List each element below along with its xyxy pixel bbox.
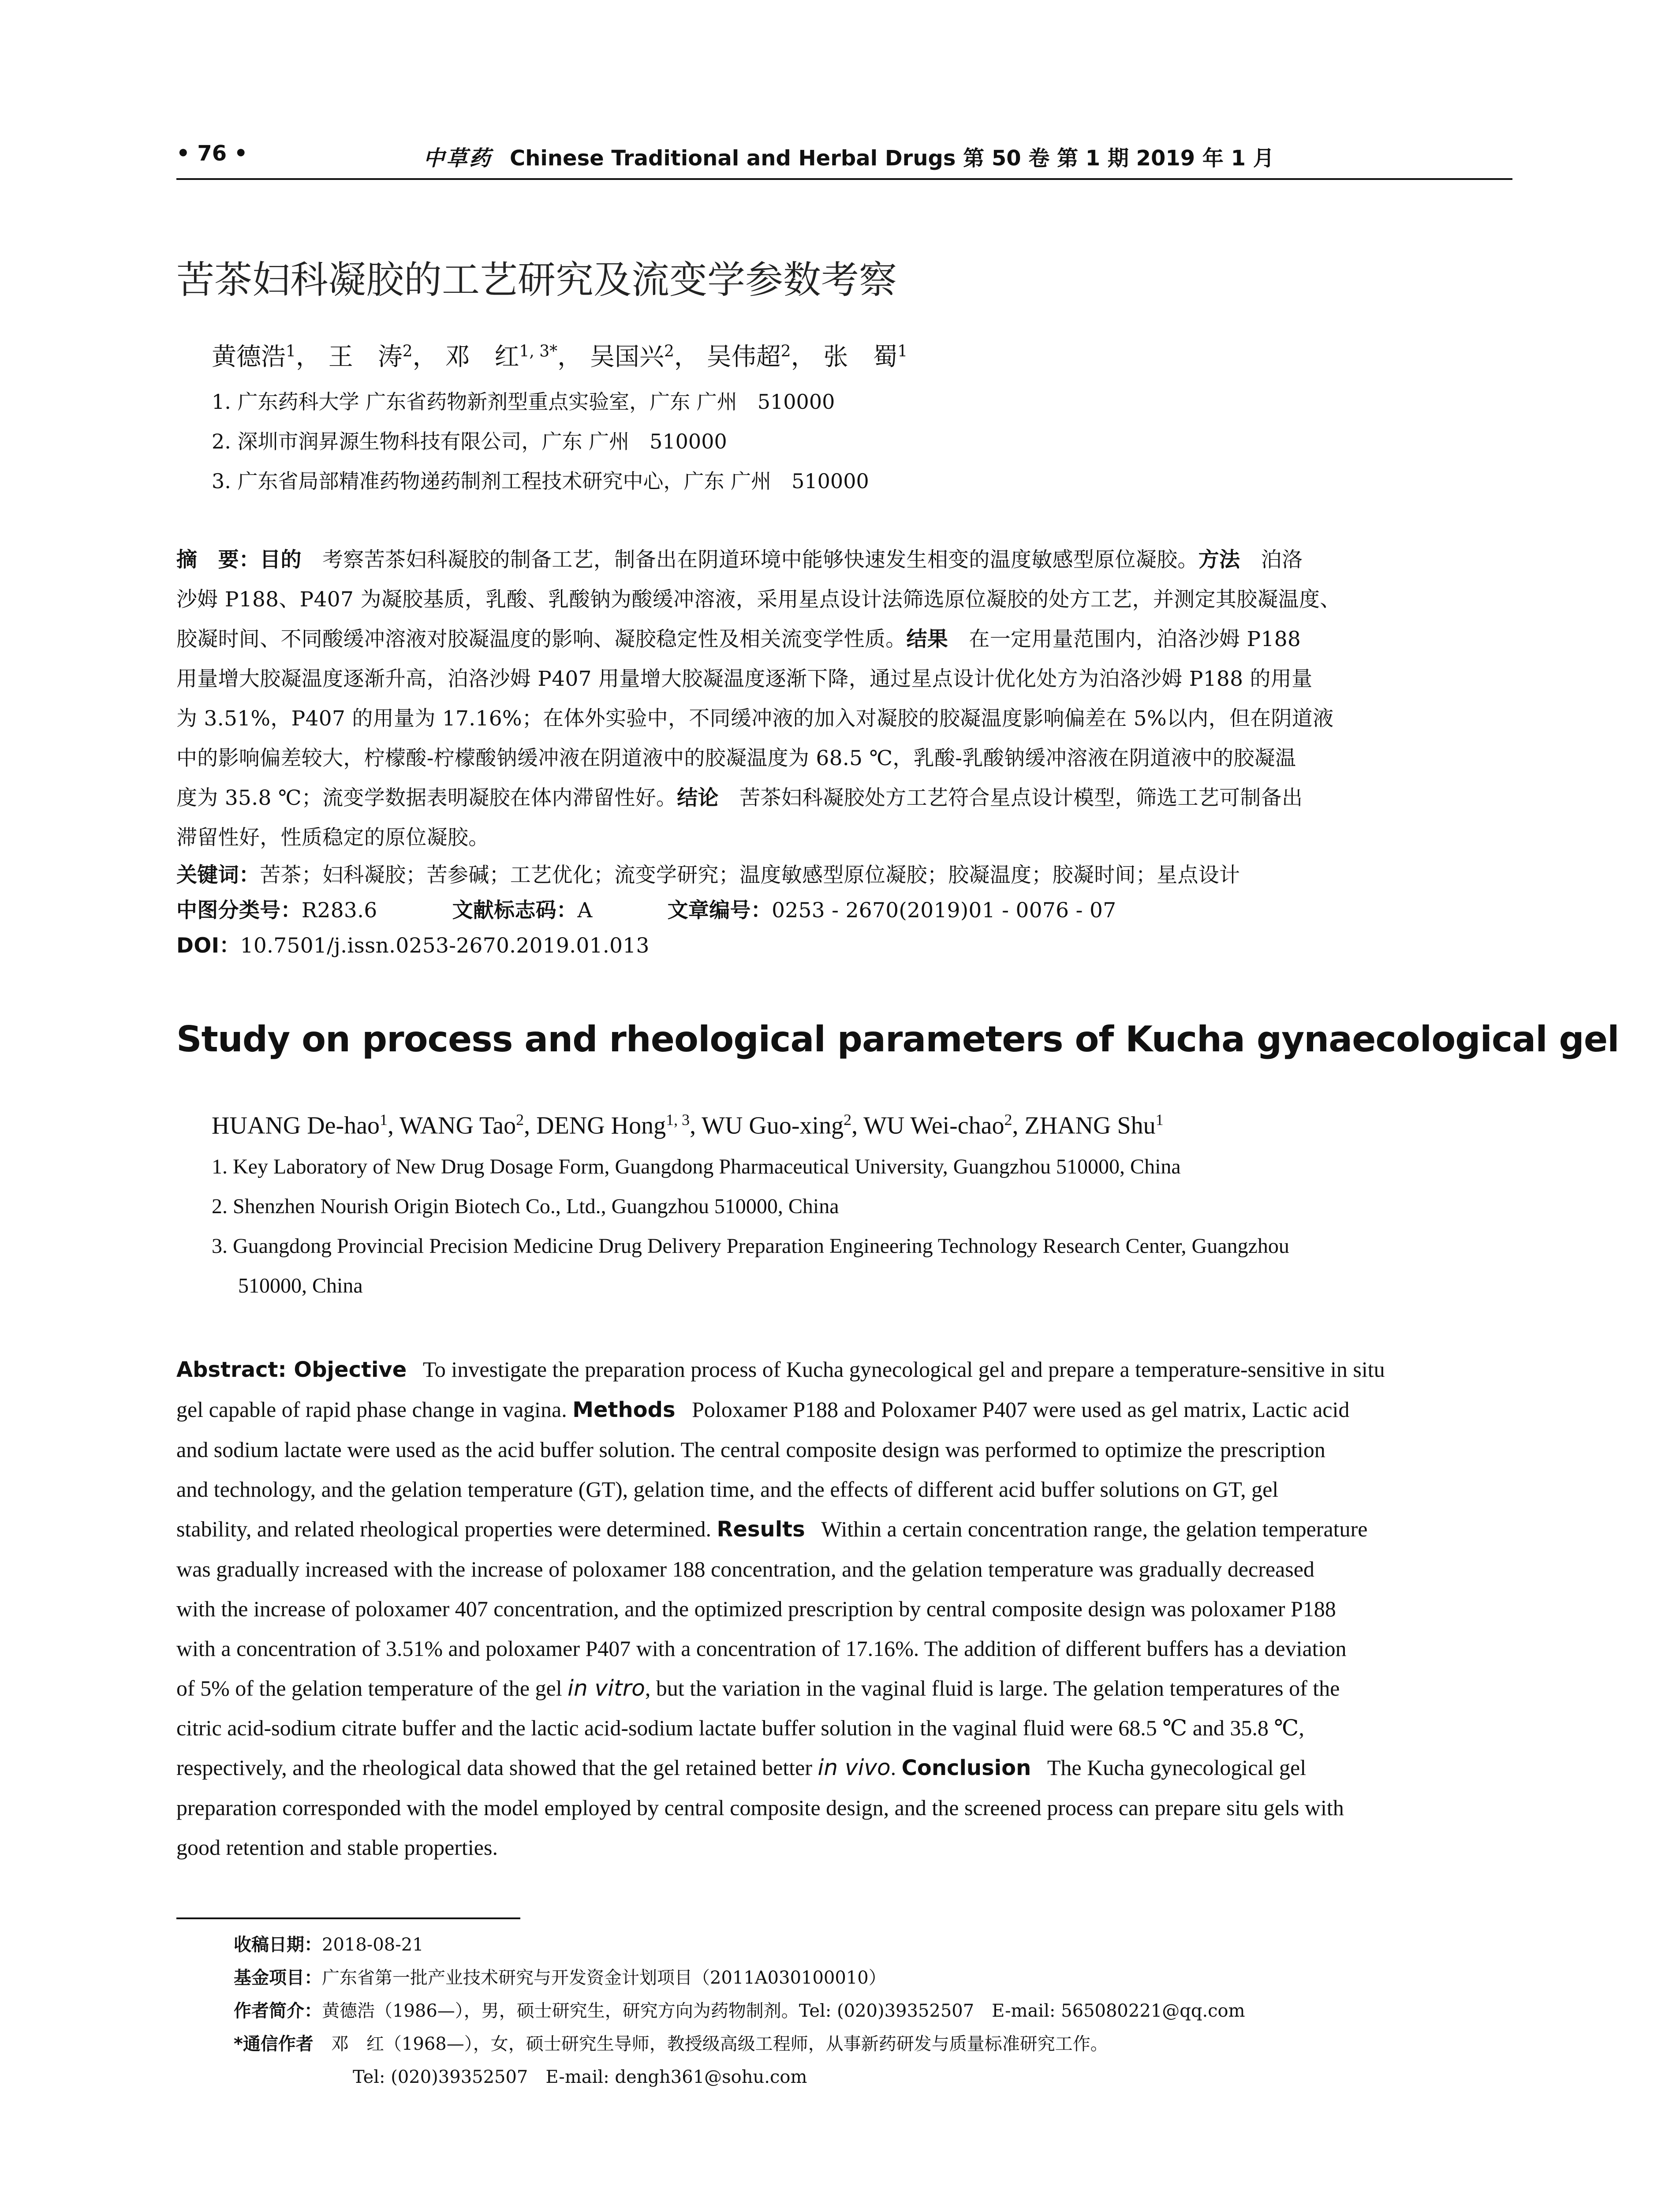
author-name: WU Wei-chao	[863, 1112, 1004, 1140]
abstract-line: and sodium lactate were used as the acid buffer solution. The central composite design was performed to optimize the prescription	[176, 1437, 1325, 1462]
chinese-affiliation: 1. 广东药科大学 广东省药物新剂型重点实验室，广东 广州 510000	[212, 390, 835, 414]
footnote-fund	[234, 1964, 886, 1989]
conclusion-text: 苦茶妇科凝胶处方工艺符合星点设计模型，筛选工艺可制备出	[739, 786, 1303, 810]
author-name: 邓 红	[445, 343, 519, 371]
chinese-affiliation: 2. 深圳市润昇源生物科技有限公司，广东 广州 510000	[212, 430, 727, 453]
author-name: 王 涛	[328, 343, 403, 371]
footnote-received	[234, 1931, 424, 1956]
abstract-line: citric acid-sodium citrate buffer and the lactic acid-sodium lactate buffer solution in the vaginal fluid were 68.5 ℃ and 35.8 ℃,	[176, 1715, 1304, 1740]
abstract-line: was gradually increased with the increase of poloxamer 188 concentration, and the gelation temperature was gradually decreased	[176, 1557, 1314, 1581]
author-name: 黄德浩	[212, 343, 286, 371]
abstract-text: gel capable of rapid phase change in vagina.	[176, 1397, 567, 1422]
abstract-line	[176, 620, 1512, 659]
author-affiliation-mark: 2	[1004, 1111, 1012, 1129]
abstract-text: Within a certain concentration range, the gelation temperature	[821, 1517, 1368, 1541]
methods-label: Methods	[572, 1398, 676, 1422]
article-number-label: 文章编号：	[667, 898, 772, 923]
author-affiliation-mark: 1	[286, 342, 296, 361]
methods-text: 胶凝时间、不同酸缓冲溶液对胶凝温度的影响、凝胶稳定性及相关流变学性质。	[176, 627, 907, 651]
abstract-line: with a concentration of 3.51% and poloxamer P407 with a concentration of 17.16%. The addition of different buffers has a deviation	[176, 1636, 1347, 1661]
abstract-line	[176, 1390, 1512, 1430]
english-authors: HUANG De-hao$^1$, WANG Tao$^2$, DENG Hong$^{1, 3}$, WU Guo-xing$^2$, WU Wei-chao$^2$, ZHANG Shu$^1$	[212, 1111, 1164, 1140]
english-affiliation: 510000, China	[238, 1274, 363, 1297]
author-affiliation-mark: 2	[402, 342, 413, 361]
footnote-text: 广东省第一批产业技术研究与开发资金计划项目（2011A030100010）	[322, 1968, 886, 1988]
abstract-text: , but the variation in the vaginal fluid is large. The gelation temperatures of the	[645, 1676, 1340, 1700]
english-affiliation: 3. Guangdong Provincial Precision Medicine Drug Delivery Preparation Engineering Technology Research Center, Guangzhou	[212, 1234, 1289, 1258]
author-affiliation-mark: 1	[897, 342, 908, 361]
footnote-label: *通信作者	[234, 2034, 314, 2054]
abstract-objective-label: Abstract: Objective	[176, 1357, 407, 1382]
author-name: 吴伟超	[706, 343, 781, 371]
conclusion-label: 结论	[677, 786, 719, 810]
abstract-line: with the increase of poloxamer 407 concentration, and the optimized prescription by central composite design was poloxamer P188	[176, 1596, 1336, 1621]
abstract-label: 摘 要：	[176, 548, 260, 572]
journal-issue-line: Chinese Traditional and Herbal Drugs 第 50 卷 第 1 期 2019 年 1 月	[510, 146, 1274, 171]
english-affiliation: 1. Key Laboratory of New Drug Dosage Form, Guangdong Pharmaceutical University, Guangzhou 510000, China	[212, 1155, 1181, 1178]
chinese-title: 苦茶妇科凝胶的工艺研究及流变学参数考察	[176, 258, 897, 302]
author-affiliation-mark: 1, 3	[666, 1111, 690, 1129]
page-number: • 76 •	[176, 141, 248, 166]
doc-code-value: A	[577, 898, 593, 923]
footnote-label: 收稿日期：	[234, 1935, 322, 1955]
footnote-text: 邓 红（1968—），女，硕士研究生导师，教授级高级工程师，从事新药研发与质量标准研究工作。	[331, 2034, 1108, 2054]
results-label: Results	[717, 1517, 805, 1542]
objective-text: 考察苦茶妇科凝胶的制备工艺，制备出在阴道环境中能够快速发生相变的温度敏感型原位凝胶。	[322, 548, 1198, 572]
chinese-affiliation: 3. 广东省局部精准药物递药制剂工程技术研究中心，广东 广州 510000	[212, 469, 869, 493]
doi-label: DOI：	[176, 934, 240, 958]
abstract-line: and technology, and the gelation temperature (GT), gelation time, and the effects of different acid buffer solutions on GT, gel	[176, 1477, 1279, 1502]
abstract-line	[176, 1668, 1512, 1708]
abstract-line: good retention and stable properties.	[176, 1835, 498, 1860]
abstract-text: The Kucha gynecological gel	[1047, 1755, 1307, 1780]
abstract-text: of 5% of the gelation temperature of the gel	[176, 1676, 562, 1700]
abstract-line: 沙姆 P188、P407 为凝胶基质，乳酸、乳酸钠为酸缓冲溶液，采用星点设计法筛选原位凝胶的处方工艺，并测定其胶凝温度、	[176, 587, 1341, 612]
doi-value[interactable]: 10.7501/j.issn.0253-2670.2019.01.013	[240, 934, 650, 958]
objective-label: 目的	[260, 548, 302, 572]
english-affiliation: 2. Shenzhen Nourish Origin Biotech Co., Ltd., Guangzhou 510000, China	[212, 1195, 839, 1218]
abstract-line: preparation corresponded with the model employed by central composite design, and the screened process can prepare situ gels with	[176, 1795, 1344, 1820]
author-name: ZHANG Shu	[1024, 1112, 1156, 1140]
conclusion-label: Conclusion	[901, 1756, 1031, 1780]
author-name: HUANG De-hao	[212, 1112, 380, 1140]
abstract-line	[176, 1748, 1512, 1788]
author-affiliation-mark: 1	[1155, 1111, 1164, 1129]
running-header	[176, 141, 1512, 181]
author-affiliation-mark: 1, 3*	[519, 342, 558, 361]
clc-value: R283.6	[301, 898, 377, 923]
methods-label: 方法	[1198, 548, 1240, 572]
abstract-text: respectively, and the rheological data showed that the gel retained better	[176, 1755, 812, 1780]
abstract-line	[176, 540, 1512, 580]
keywords-label: 关键词：	[176, 863, 260, 887]
abstract-text: To investigate the preparation process of Kucha gynecological gel and prepare a temperature-sensitive in situ	[422, 1357, 1385, 1382]
english-abstract	[176, 1349, 1512, 1867]
abstract-text: Poloxamer P188 and Poloxamer P407 were used as gel matrix, Lactic acid	[692, 1397, 1350, 1422]
footnote-author-bio	[234, 1997, 1245, 2022]
author-name: DENG Hong	[536, 1112, 666, 1140]
abstract-line	[176, 778, 1512, 818]
footnote-text: 黄德浩（1986—），男，硕士研究生，研究方向为药物制剂。Tel: (020)39352507 E-mail: 565080221@qq.com	[322, 2001, 1245, 2021]
abstract-text: stability, and related rheological properties were determined.	[176, 1517, 711, 1541]
author-name: 吴国兴	[590, 343, 664, 371]
footnote-text: 2018-08-21	[322, 1935, 424, 1955]
doc-code-label: 文献标志码：	[452, 898, 578, 923]
footnote-label: 基金项目：	[234, 1968, 322, 1988]
footnote-contact: Tel: (020)39352507 E-mail: dengh361@sohu.com	[353, 2067, 807, 2087]
author-name: WU Guo-xing	[702, 1112, 844, 1140]
in-vitro-term: in vitro	[567, 1675, 645, 1701]
abstract-line: 用量增大胶凝温度逐渐升高，泊洛沙姆 P407 用量增大胶凝温度逐渐下降，通过星点设计优化处方为泊洛沙姆 P188 的用量	[176, 667, 1313, 691]
footnote-corresponding	[234, 2030, 1108, 2055]
journal-logo: 中草药	[423, 146, 493, 171]
journal-header	[423, 141, 1274, 172]
results-label: 结果	[906, 627, 948, 651]
author-affiliation-mark: 1	[380, 1111, 388, 1129]
english-title: Study on process and rheological parameters of Kucha gynaecological gel	[176, 1019, 1619, 1060]
abstract-line: 中的影响偏差较大，柠檬酸-柠檬酸钠缓冲液在阴道液中的胶凝温度为 68.5 ℃，乳酸-乳酸钠缓冲溶液在阴道液中的胶凝温	[176, 746, 1296, 770]
results-text: 在一定用量范围内，泊洛沙姆 P188	[969, 627, 1301, 651]
abstract-text: .	[890, 1755, 896, 1780]
in-vivo-term: in vivo	[818, 1755, 891, 1780]
header-rule	[176, 178, 1512, 180]
article-number-value: 0253 - 2670(2019)01 - 0076 - 07	[772, 898, 1116, 923]
chinese-authors: 黄德浩$^1$， 王 涛$^2$， 邓 红$^{1, 3*}$， 吴国兴$^2$， 吴伟超$^2$， 张 蜀$^1$	[212, 342, 908, 371]
classification-line	[176, 893, 1512, 928]
author-name: WANG Tao	[399, 1112, 516, 1140]
author-affiliation-mark: 2	[780, 342, 791, 361]
results-text: 度为 35.8 ℃；流变学数据表明凝胶在体内滞留性好。	[176, 786, 677, 810]
doi-line	[176, 928, 1512, 964]
abstract-line: 为 3.51%，P407 的用量为 17.16%；在体外实验中，不同缓冲液的加入对凝胶的胶凝温度影响偏差在 5%以内，但在阴道液	[176, 706, 1334, 731]
methods-text: 泊洛	[1261, 548, 1303, 572]
clc-label: 中图分类号：	[176, 898, 302, 923]
footnote-label: 作者简介：	[234, 2001, 322, 2021]
author-name: 张 蜀	[823, 343, 898, 371]
chinese-abstract	[176, 540, 1512, 964]
abstract-line	[176, 1509, 1512, 1549]
keywords-text: 苦茶；妇科凝胶；苦参碱；工艺优化；流变学研究；温度敏感型原位凝胶；胶凝温度；胶凝时间；星点设计	[260, 863, 1240, 887]
abstract-line	[176, 1349, 1512, 1390]
author-affiliation-mark: 2	[664, 342, 674, 361]
author-affiliation-mark: 2	[844, 1111, 852, 1129]
footnote-rule	[176, 1917, 520, 1919]
author-affiliation-mark: 2	[516, 1111, 524, 1129]
keywords-line	[176, 858, 1512, 893]
abstract-line: 滞留性好，性质稳定的原位凝胶。	[176, 826, 489, 850]
